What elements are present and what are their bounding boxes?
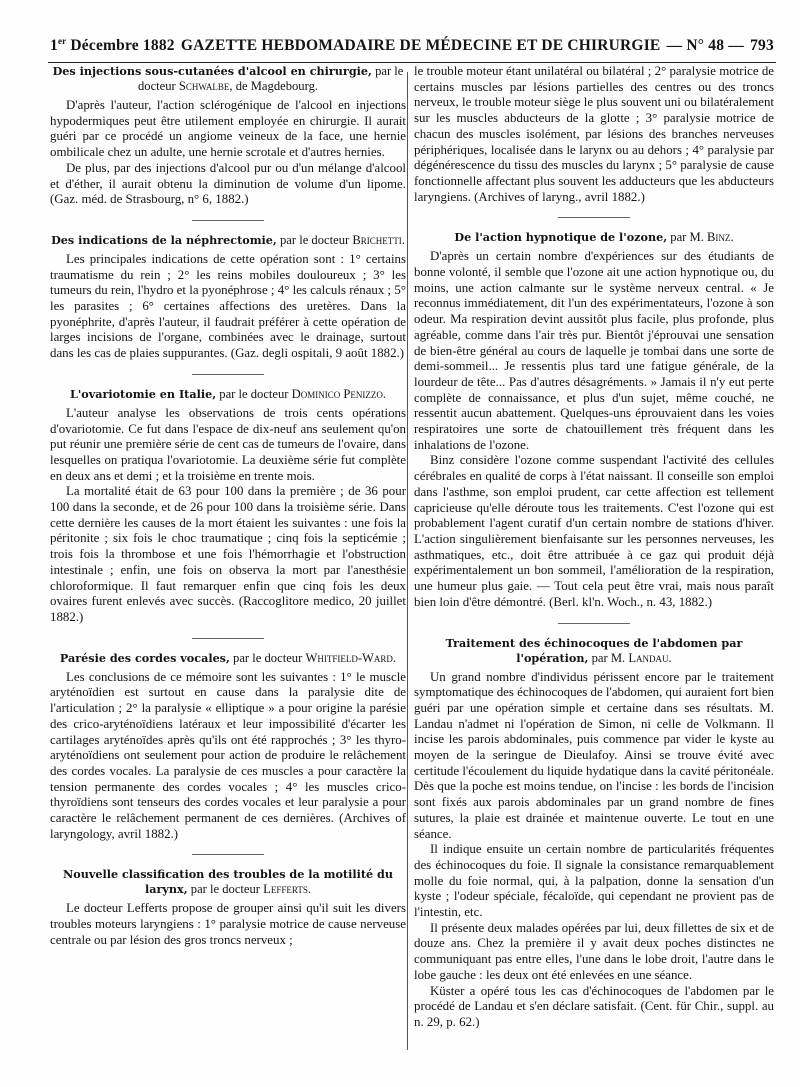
article-paragraph: le trouble moteur étant unilatéral ou bilatéral ; 2° paralysie motrice de certains muscles par lésions partielles des centres ou des troncs nerveux, le trouble moteur siège le plus souvent uni ou bilatéralement sur les muscles abducteurs de la glotte ; 3° paralysie motrice de chacun des muscles isolément, par lésions des branches nerveuses périphériques, localisée dans le larynx ou au dehors ; 4° paralysie par dégénérescence du tissu des muscles du larynx ; 5° paralysie de cause fonctionnelle affectant plus souvent les adducteurs que les abducteurs laryngiens. (Archives of laryng., avril 1882.) <box>414 64 774 204</box>
article-paragraph: Les conclusions de ce mémoire sont les suivantes : 1° le muscle aryténoïdien est surtout en cause dans la paralysie dite de l'articulation ; 2° la paralysie « elliptique » a pour origine la parésie des crico-aryténoïdiens latéraux et leur impossibilité d'écarter les cartilages aryténoïdes après qu'ils ont été rapprochés ; 3° les thyro-aryténoïdiens ont seulement pour action de produire le relâchement des cordes vocales. La paralysie de ces muscles a pour caractère la tension permanente des cordes vocales ; 4° les muscles crico-thyroïdiens sont tenseurs des cordes vocales et leur paralysie a pour caractère le relâchement permanent de ces dernières. (Archives of laryngology, avril 1882.) <box>50 669 406 841</box>
header-rule <box>48 62 776 63</box>
article-paragraph: D'après l'auteur, l'action sclérogénique de l'alcool en injections hypodermiques peut être utilement employée en chirurgie. Il aurait guéri par ce procédé un angiome veineux de la face, une hernie ombilicale chez un adulte, une hernie scrotale et d'autres hernies. <box>50 98 406 160</box>
left-column <box>50 64 406 953</box>
article-paragraph: Il présente deux malades opérées par lui, deux fillettes de six et de douze ans. Chez la première il y avait deux poches distinctes ne communiquant pas entre elles, l'une dans le lobe droit, l'autre dans le lobe gauche : les deux ont été enlevées en une séance. <box>414 920 774 982</box>
article-vocal-cords <box>50 651 406 843</box>
article-title: Traitement des échinocoques de l'abdomen par l'opération, par M. Landau. <box>445 635 743 665</box>
right-column <box>414 64 774 1035</box>
article-paragraph: De plus, par des injections d'alcool pur ou d'un mélange d'alcool et d'éther, il aurait obtenu la diminution de volume d'un lipome. (Gaz. méd. de Strasbourg, n° 6, 1882.) <box>50 160 406 207</box>
header-page-number: 793 <box>750 37 774 55</box>
article-title: Des injections sous-cutanées d'alcool en chirurgie, par le docteur Schwalbe, de Magdebourg. <box>52 64 404 93</box>
header-issue-number: — N° 48 — <box>666 37 744 55</box>
column-divider <box>407 72 408 1050</box>
article-paragraph: Il indique ensuite un certain nombre de particularités fréquentes des échinocoques du foie. Il signale la consistance remarquablement molle du foie normal, qui, à la palpation, donne la sensation d'un kyste ; l'odeur spéciale, fécaloïde, qui cependant ne provient pas de l'intestin, etc. <box>414 842 774 920</box>
section-separator <box>192 374 264 375</box>
article-title: L'ovariotomie en Italie, par le docteur Dominico Penizzo. <box>69 386 387 401</box>
article-larynx-classification <box>50 867 406 948</box>
section-separator <box>558 623 630 624</box>
article-echinococcus <box>414 636 774 1031</box>
section-separator <box>192 854 264 855</box>
article-nephrectomy <box>50 233 406 362</box>
article-title: Parésie des cordes vocales, par le docteur Whitfield-Ward. <box>59 650 397 665</box>
article-larynx-continuation <box>414 64 774 205</box>
section-separator <box>558 217 630 218</box>
article-ovariotomy <box>50 387 406 626</box>
article-paragraph: Binz considère l'ozone comme suspendant l'activité des cellules cérébrales en qualité de corps à l'état naissant. Il conseille son emploi dans l'asthme, son emploi prudent, car cette affection est tellement capricieuse qu'elle déroute tous les traitements. C'est l'ozone qui est probablement l'agent curatif d'un certain nombre de stations d'hiver. L'action singulièrement bienfaisante sur les personnes nerveuses, les asthmatiques, etc., doit être attribuée à ce gaz qui produit déjà expérimentalement un bon sommeil, l'amélioration de la respiration, une humeur plus gaie. — Tout cela peut être vrai, mais nous paraît bien loin d'être démontré. (Berl. kl'n. Woch., n. 43, 1882.) <box>414 453 774 609</box>
article-ozone <box>414 230 774 610</box>
header-date: 1er Décembre 1882 <box>50 36 175 55</box>
header-journal-title: GAZETTE HEBDOMADAIRE DE MÉDECINE ET DE CHIRURGIE <box>180 37 661 55</box>
article-title: Des indications de la néphrectomie, par le docteur Brichetti. <box>51 232 405 247</box>
article-paragraph: La mortalité était de 63 pour 100 dans la première ; de 36 pour 100 dans la seconde, et de 26 pour 100 dans la troisième série. Dans cette dernière les causes de la mort étaient les suivantes : une fois la péritonite ; six fois le choc traumatique ; cinq fois la septicémie ; trois fois la thrombose et une fois l'hémorrhagie et l'obstruction intestinale ; enfin, une fois on observa la mort par l'anesthésie chloroformique. Il faut remarquer enfin que cinq fois les deux ovaires furent enlevés avec succès. (Raccoglitore medico, 20 juillet 1882.) <box>50 484 406 624</box>
article-title: De l'action hypnotique de l'ozone, par M. Binz. <box>454 230 734 245</box>
article-paragraph: Les principales indications de cette opération sont : 1° certains traumatisme du rein ; 2° les reins mobiles douloureux ; 3° les tumeurs du rein, l'hydro et la pyonéphrose ; 4° les calculs rénaux ; 5° les parasites ; 6° certaines affections des uretères. Dans la pyonéphrite, d'après l'auteur, il faudrait préférer à cette opération de larges incisions de l'organe, combinées avec le drainage, surtout dans les cas de plaies suppurantes. (Gaz. degli ospitali, 9 août 1882.) <box>50 251 406 361</box>
article-paragraph: Le docteur Lefferts propose de grouper ainsi qu'il suit les divers troubles moteurs laryngiens : 1° paralysie motrice de cause nerveuse centrale ou par lésion des gros troncs nerveux ; <box>50 901 406 947</box>
article-alcohol-injections <box>50 64 406 208</box>
article-paragraph: L'auteur analyse les observations de trois cents opérations d'ovariotomie. Ce fut dans l'espace de dix-neuf ans seulement qu'on put réunir une première série de cent cas de tumeurs de l'ovaire, dans lesquelles on pratiqua l'ovariotomie. La deuxième série fut complète en deux ans et demi ; et la troisième en trente mois. <box>50 405 406 483</box>
section-separator <box>192 638 264 639</box>
article-paragraph: D'après un certain nombre d'expériences sur des étudiants de bonne volonté, il semble que l'ozone ait une action hypnotique ou, du moins, une action calmante sur le système nerveux central. « Je reconnus immédiatement, dit l'un des expérimentateurs, l'ozone à son odeur. Ma respiration devint aussitôt plus facile, plus profonde, plus agréable, comme dans l'air très pur. Bientôt j'éprouvai une sensation de bien-être général au cours de laquelle je tombai dans une sorte de demi-sommeil... Je ressentis plus tard une fatigue générale, de la lourdeur de tête... Pas d'autres désagréments. » Jamais il n'y eut perte complète de connaissance, et plus d'un sujet, même couché, ne ressentit aucun abattement. Quelques-uns éprouvaient dans les voies respiratoires une sorte de chatouillement très fréquent dans les inhalations de l'ozone. <box>414 249 774 452</box>
article-paragraph: Küster a opéré tous les cas d'échinocoques de l'abdomen par le procédé de Landau et s'en déclare satisfait. (Cent. für Chir., suppl. au n. 29, p. 62.) <box>414 983 774 1029</box>
article-title: Nouvelle classification des troubles de la motilité du larynx, par le docteur Lefferts. <box>63 867 393 897</box>
section-separator <box>192 220 264 221</box>
page-header <box>50 36 774 58</box>
article-paragraph: Un grand nombre d'individus périssent encore par le traitement symptomatique des échinocoques de l'abdomen, qui auraient fort bien guéri par une opération simple et certaine dans ses résultats. M. Landau n'admet ni l'opération de Simon, ni celle de Volkmann. Il incise les parois abdominales, puis commence par vider le kyste au moyen de la seringue de Dieulafoy. Ainsi se trouve évité avec certitude l'écoulement du liquide hydatique dans la cavité péritonéale. Dès que la poche est moins tendue, on l'incise : les bords de l'incision sont fixés aux parois abdominales par un grand nombre de fines sutures, la plaie est drainée et maintenue ouverte. Le tout en une séance. <box>414 669 774 841</box>
